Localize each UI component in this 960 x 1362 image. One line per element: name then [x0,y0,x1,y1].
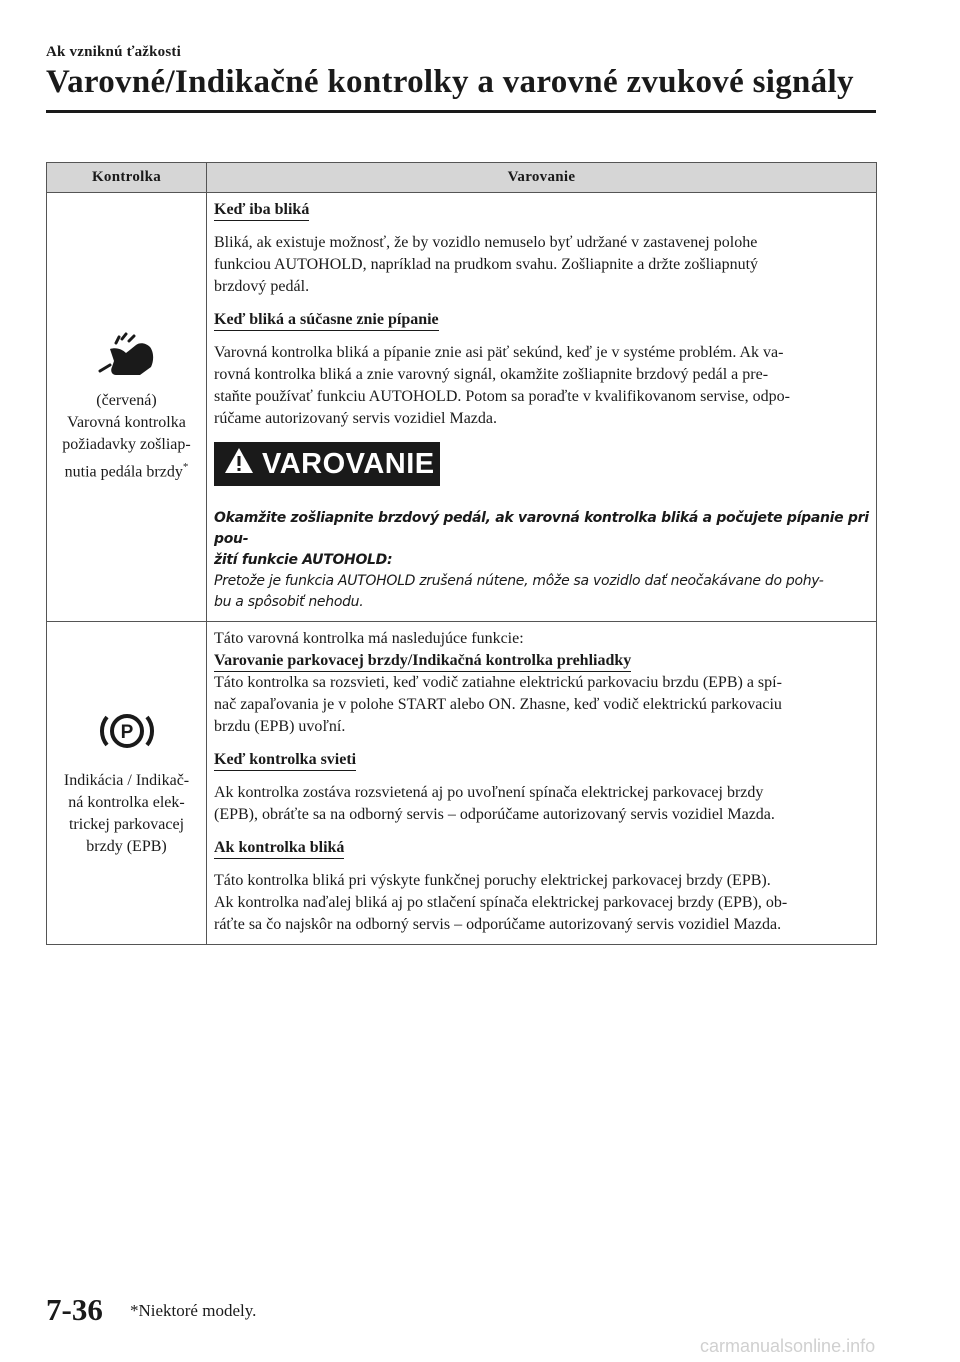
warning-lights-table [46,162,877,945]
page-title: Varovné/Indikačné kontrolky a varovné zvukové signály [46,64,854,100]
subheading-parking-brake-warning: Varovanie parkovacej brzdy/Indikačná kontrolka prehliadky [214,651,631,672]
lamp-name-line: Indikácia / Indikač- [63,771,190,789]
lamp-color-note: (červená) [96,391,157,409]
lamp-name-line: brzdy (EPB) [86,837,167,855]
warning-banner [214,442,440,486]
lamp-cell-epb [47,622,207,945]
paragraph: Bliká, ak existuje možnosť, že by vozidlo nemuselo byť udržané v zastavenej polohe funkciou AUTOHOLD, napríklad na prudkom svahu. Zošliapnite a držte zošliapnutý brzdový pedál. [214,234,759,295]
title-rule [46,110,876,113]
footnote: *Niektoré modely. [130,1301,257,1320]
intro-text: Táto varovná kontrolka má nasledujúce funkcie: [214,630,524,647]
section-label: Ak vzniknú ťažkosti [46,44,181,60]
warning-cell-epb [207,622,877,945]
table-header-row [47,163,877,193]
lamp-name-line: nutia pedála brzdy* [64,460,189,481]
brake-pedal-warning-icon [51,331,202,384]
lamp-name-line: ná kontrolka elek- [68,793,185,811]
lamp-name-line: požiadavky zošliap- [62,435,191,453]
paragraph: Ak kontrolka zostáva rozsvietená aj po uvoľnení spínača elektrickej parkovacej brzdy (EPB), obráťte sa na odborný servis – odporúčame autorizovaný servis vozidiel Mazda. [214,784,775,823]
parking-brake-p-icon [51,709,202,760]
column-header-warning: Varovanie [207,163,877,193]
paragraph: Táto kontrolka bliká pri výskyte funkčnej poruchy elektrickej parkovacej brzdy (EPB). Ak kontrolka naďalej bliká aj po stlačení spínača elektrickej parkovacej brzdy (EPB), ob- ráťte sa čo najskôr na odborný servis – odporúčame autorizovaný servis vozidiel Mazda. [214,872,788,933]
subheading-lamp-on: Keď kontrolka svieti [214,750,356,771]
subheading-blinking-beeping: Keď bliká a súčasne znie pípanie [214,310,439,331]
subheading-lamp-blinking: Ak kontrolka bliká [214,838,344,859]
paragraph: Táto kontrolka sa rozsvieti, keď vodič zatiahne elektrickú parkovaciu brzdu (EPB) a spí- nač zapaľovania je v polohe START alebo ON. Zhasne, keď vodič elektrickú parkovaciu brzdu (EPB) uvoľní. [214,674,782,735]
svg-text:P: P [120,721,133,743]
warning-bold-text: Okamžite zošliapnite brzdový pedál, ak varovná kontrolka bliká a počujete pípanie pri pou- žití funkcie AUTOHOLD: [214,510,869,568]
table-row [47,622,877,945]
lamp-name-line: trickej parkovacej [68,815,185,833]
asterisk-mark: * [182,460,189,473]
page-number: 7-36 [46,1292,103,1327]
lamp-name-line: Varovná kontrolka [67,413,186,431]
column-header-lamp: Kontrolka [47,163,207,193]
subheading-blinking-only: Keď iba bliká [214,200,309,221]
paragraph: Varovná kontrolka bliká a pípanie znie asi päť sekúnd, keď je v systéme problém. Ak va- rovná kontrolka bliká a znie varovný signál, okamžite zošliapnite brzdový pedál a pre- staňte používať funkciu AUTOHOLD. Potom sa poraďte v kvalifikovanom servise, odpo- rúčame autorizovaný servis vozidiel Mazda. [214,344,790,427]
watermark: carmanualsonline.info [700,1336,876,1356]
warning-italic-text: Pretože je funkcia AUTOHOLD zrušená nútene, môže sa vozidlo dať neočakávane do pohy- bu a spôsobiť nehodu. [214,573,824,610]
lamp-cell-brake-pedal [47,193,207,622]
warning-triangle-icon [224,447,254,481]
table-row [47,193,877,622]
warning-label: VAROVANIE [262,448,435,480]
warning-cell-brake-pedal [207,193,877,622]
